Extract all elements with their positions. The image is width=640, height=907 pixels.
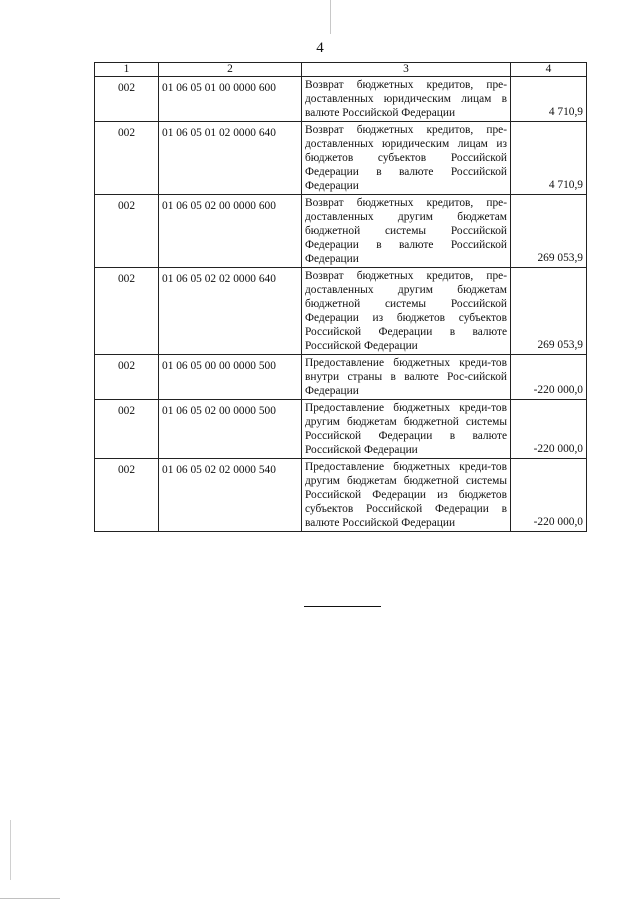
amount-cell: -220 000,0: [511, 459, 587, 532]
classification-code-cell: 01 06 05 00 00 0000 500: [159, 355, 302, 400]
amount-cell: 269 053,9: [511, 268, 587, 355]
column-header: 3: [302, 63, 511, 77]
admin-code-cell: 002: [95, 122, 159, 195]
description-cell: Предоставление бюджетных креди-тов другим бюджетам бюджетной системы Российской Федерации из бюджетов субъектов Российской Федерации в валюте Российской Федерации: [302, 459, 511, 532]
column-header: 4: [511, 63, 587, 77]
table-row: [95, 122, 587, 195]
table-header-row: [95, 63, 587, 77]
table-row: [95, 355, 587, 400]
scan-artifact-line: [10, 820, 11, 880]
description-cell: Возврат бюджетных кредитов, пре-доставленных юридическим лицам из бюджетов субъектов Российской Федерации в валюте Российской Федерации: [302, 122, 511, 195]
scan-artifact-line: [330, 0, 331, 34]
scan-artifact-line: [0, 898, 60, 899]
table-row: [95, 195, 587, 268]
description-cell: Предоставление бюджетных креди-тов внутри страны в валюте Рос-сийской Федерации: [302, 355, 511, 400]
footer-divider: [304, 606, 381, 607]
table-row: [95, 77, 587, 122]
admin-code-cell: 002: [95, 400, 159, 459]
amount-cell: 269 053,9: [511, 195, 587, 268]
classification-code-cell: 01 06 05 02 00 0000 500: [159, 400, 302, 459]
table-row: [95, 400, 587, 459]
budget-sources-table: [94, 62, 587, 532]
admin-code-cell: 002: [95, 459, 159, 532]
amount-cell: -220 000,0: [511, 355, 587, 400]
amount-cell: 4 710,9: [511, 122, 587, 195]
amount-cell: 4 710,9: [511, 77, 587, 122]
column-header: 2: [159, 63, 302, 77]
description-cell: Возврат бюджетных кредитов, пре-доставленных юридическим лицам в валюте Российской Федерации: [302, 77, 511, 122]
amount-cell: -220 000,0: [511, 400, 587, 459]
table-row: [95, 268, 587, 355]
classification-code-cell: 01 06 05 01 00 0000 600: [159, 77, 302, 122]
admin-code-cell: 002: [95, 355, 159, 400]
description-cell: Предоставление бюджетных креди-тов другим бюджетам бюджетной системы Российской Федерации в валюте Российской Федерации: [302, 400, 511, 459]
admin-code-cell: 002: [95, 268, 159, 355]
classification-code-cell: 01 06 05 02 02 0000 640: [159, 268, 302, 355]
description-cell: Возврат бюджетных кредитов, пре-доставленных другим бюджетам бюджетной системы Российской Федерации в валюте Российской Федерации: [302, 195, 511, 268]
classification-code-cell: 01 06 05 02 02 0000 540: [159, 459, 302, 532]
admin-code-cell: 002: [95, 195, 159, 268]
classification-code-cell: 01 06 05 02 00 0000 600: [159, 195, 302, 268]
classification-code-cell: 01 06 05 01 02 0000 640: [159, 122, 302, 195]
description-cell: Возврат бюджетных кредитов, пре-доставленных другим бюджетам бюджетной системы Российской Федерации из бюджетов субъектов Российской Федерации в валюте Российской Федерации: [302, 268, 511, 355]
admin-code-cell: 002: [95, 77, 159, 122]
table-row: [95, 459, 587, 532]
page-number: 4: [316, 40, 324, 56]
column-header: 1: [95, 63, 159, 77]
